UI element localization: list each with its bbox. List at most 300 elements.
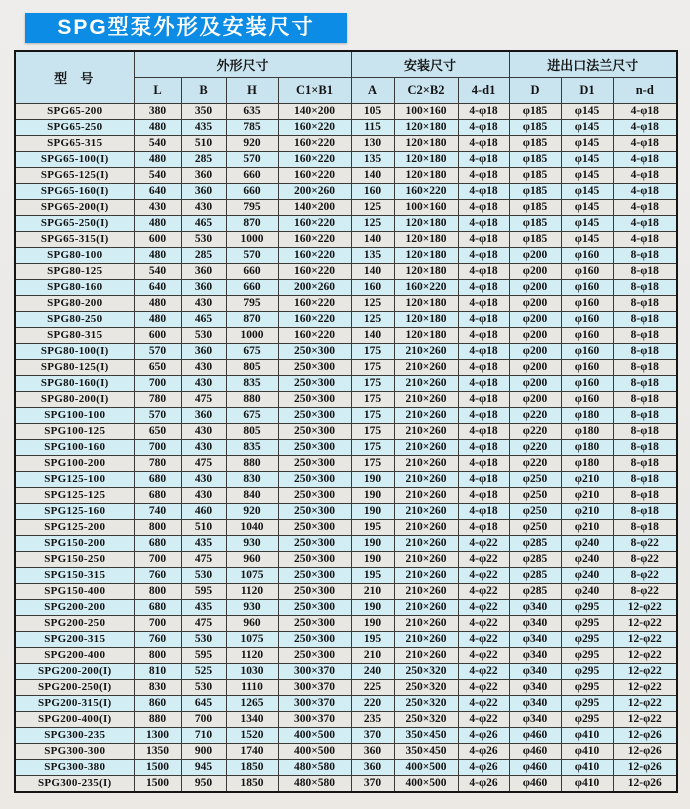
value-cell: φ250 [509, 488, 561, 504]
value-cell: φ200 [509, 376, 561, 392]
value-cell: 120×180 [394, 264, 458, 280]
value-cell: 210×260 [394, 488, 458, 504]
value-cell: 105 [351, 104, 394, 120]
value-cell: 370 [351, 776, 394, 793]
value-cell: 430 [181, 200, 226, 216]
value-cell: 160×220 [278, 248, 351, 264]
value-cell: φ295 [561, 648, 613, 664]
value-cell: φ145 [561, 120, 613, 136]
value-cell: φ200 [509, 360, 561, 376]
value-cell: 710 [181, 728, 226, 744]
value-cell: φ340 [509, 616, 561, 632]
value-cell: 100×160 [394, 200, 458, 216]
value-cell: 285 [181, 248, 226, 264]
value-cell: φ340 [509, 680, 561, 696]
value-cell: 760 [134, 632, 181, 648]
value-cell: 8-φ18 [613, 344, 677, 360]
table-row [15, 568, 677, 584]
model-cell: SPG200-400(I) [15, 712, 134, 728]
value-cell: 100×160 [394, 104, 458, 120]
value-cell: 8-φ18 [613, 504, 677, 520]
value-cell: 250×300 [278, 376, 351, 392]
value-cell: φ160 [561, 344, 613, 360]
value-cell: 675 [226, 344, 278, 360]
value-cell: 480 [134, 120, 181, 136]
value-cell: 8-φ22 [613, 552, 677, 568]
value-cell: 640 [134, 184, 181, 200]
value-cell: 195 [351, 568, 394, 584]
value-cell: 160×220 [394, 280, 458, 296]
model-cell: SPG200-400 [15, 648, 134, 664]
value-cell: 660 [226, 280, 278, 296]
value-cell: 12-φ22 [613, 616, 677, 632]
table-row [15, 696, 677, 712]
value-cell: 475 [181, 616, 226, 632]
table-row [15, 552, 677, 568]
model-cell: SPG65-250 [15, 120, 134, 136]
value-cell: 195 [351, 520, 394, 536]
value-cell: 570 [226, 152, 278, 168]
page-title: SPG型泵外形及安装尺寸 [25, 13, 347, 43]
value-cell: 4-φ18 [458, 232, 509, 248]
value-cell: 870 [226, 312, 278, 328]
value-cell: 250×300 [278, 520, 351, 536]
value-cell: φ295 [561, 632, 613, 648]
value-cell: 250×300 [278, 584, 351, 600]
value-cell: 400×500 [394, 760, 458, 776]
value-cell: 945 [181, 760, 226, 776]
value-cell: 4-φ18 [458, 152, 509, 168]
value-cell: 120×180 [394, 136, 458, 152]
value-cell: φ200 [509, 280, 561, 296]
value-cell: 4-φ22 [458, 696, 509, 712]
value-cell: φ295 [561, 680, 613, 696]
value-cell: 135 [351, 152, 394, 168]
value-cell: 1340 [226, 712, 278, 728]
value-cell: 4-φ18 [458, 440, 509, 456]
value-cell: φ185 [509, 168, 561, 184]
value-cell: 8-φ18 [613, 312, 677, 328]
model-cell: SPG200-250(I) [15, 680, 134, 696]
value-cell: 285 [181, 152, 226, 168]
value-cell: φ160 [561, 296, 613, 312]
table-header [15, 51, 677, 104]
table-row [15, 728, 677, 744]
value-cell: φ285 [509, 584, 561, 600]
model-cell: SPG80-160 [15, 280, 134, 296]
model-cell: SPG125-200 [15, 520, 134, 536]
value-cell: 4-φ22 [458, 664, 509, 680]
value-cell: 430 [181, 376, 226, 392]
value-cell: 700 [134, 376, 181, 392]
value-cell: 195 [351, 632, 394, 648]
value-cell: 360 [351, 744, 394, 760]
value-cell: 570 [226, 248, 278, 264]
model-cell: SPG300-380 [15, 760, 134, 776]
value-cell: 1850 [226, 760, 278, 776]
value-cell: 250×320 [394, 712, 458, 728]
value-cell: 190 [351, 552, 394, 568]
value-cell: φ340 [509, 648, 561, 664]
value-cell: 190 [351, 616, 394, 632]
value-cell: 125 [351, 312, 394, 328]
column-group-flange-dimensions: 进出口法兰尺寸 [509, 51, 677, 78]
value-cell: 4-φ18 [613, 136, 677, 152]
value-cell: 120×180 [394, 168, 458, 184]
value-cell: 1040 [226, 520, 278, 536]
value-cell: 8-φ18 [613, 440, 677, 456]
model-cell: SPG80-125(I) [15, 360, 134, 376]
value-cell: 4-φ22 [458, 552, 509, 568]
model-cell: SPG80-315 [15, 328, 134, 344]
value-cell: 4-φ18 [458, 184, 509, 200]
value-cell: 830 [226, 472, 278, 488]
value-cell: 4-φ22 [458, 712, 509, 728]
value-cell: 200×260 [278, 184, 351, 200]
table-row [15, 376, 677, 392]
value-cell: φ285 [509, 568, 561, 584]
value-cell: 430 [181, 488, 226, 504]
value-cell: 250×300 [278, 648, 351, 664]
value-cell: 835 [226, 440, 278, 456]
value-cell: φ340 [509, 696, 561, 712]
value-cell: 4-φ18 [458, 424, 509, 440]
value-cell: 140 [351, 328, 394, 344]
value-cell: 140×200 [278, 104, 351, 120]
value-cell: 4-φ18 [613, 184, 677, 200]
value-cell: φ160 [561, 376, 613, 392]
value-cell: 12-φ26 [613, 744, 677, 760]
value-cell: φ200 [509, 296, 561, 312]
table-row [15, 120, 677, 136]
value-cell: 795 [226, 200, 278, 216]
value-cell: 175 [351, 424, 394, 440]
value-cell: 370 [351, 728, 394, 744]
value-cell: φ145 [561, 184, 613, 200]
value-cell: 660 [226, 184, 278, 200]
value-cell: φ340 [509, 632, 561, 648]
value-cell: 12-φ22 [613, 712, 677, 728]
value-cell: 360 [181, 168, 226, 184]
value-cell: 860 [134, 696, 181, 712]
table-row [15, 264, 677, 280]
value-cell: 700 [134, 440, 181, 456]
value-cell: 125 [351, 216, 394, 232]
value-cell: φ200 [509, 248, 561, 264]
value-cell: 120×180 [394, 232, 458, 248]
value-cell: 465 [181, 216, 226, 232]
value-cell: 120×180 [394, 248, 458, 264]
table-row [15, 600, 677, 616]
value-cell: 4-φ18 [458, 312, 509, 328]
value-cell: 805 [226, 360, 278, 376]
value-cell: 12-φ26 [613, 728, 677, 744]
value-cell: 1120 [226, 648, 278, 664]
table-row [15, 344, 677, 360]
value-cell: 650 [134, 360, 181, 376]
value-cell: 140 [351, 264, 394, 280]
value-cell: 210×260 [394, 424, 458, 440]
value-cell: 760 [134, 568, 181, 584]
table-row [15, 472, 677, 488]
table-row [15, 456, 677, 472]
value-cell: 12-φ22 [613, 680, 677, 696]
value-cell: 1030 [226, 664, 278, 680]
value-cell: 210×260 [394, 584, 458, 600]
value-cell: 1300 [134, 728, 181, 744]
value-cell: 8-φ22 [613, 536, 677, 552]
value-cell: 210×260 [394, 600, 458, 616]
value-cell: 1500 [134, 760, 181, 776]
column-header-C2xB2: C2×B2 [394, 78, 458, 104]
value-cell: 675 [226, 408, 278, 424]
value-cell: 250×320 [394, 680, 458, 696]
column-header-D: D [509, 78, 561, 104]
value-cell: 160×220 [278, 120, 351, 136]
value-cell: 465 [181, 312, 226, 328]
value-cell: 480×580 [278, 776, 351, 793]
value-cell: 350×450 [394, 744, 458, 760]
value-cell: 12-φ26 [613, 760, 677, 776]
value-cell: 595 [181, 648, 226, 664]
table-row [15, 776, 677, 793]
value-cell: φ185 [509, 104, 561, 120]
value-cell: 190 [351, 536, 394, 552]
model-cell: SPG80-100 [15, 248, 134, 264]
value-cell: 200×260 [278, 280, 351, 296]
value-cell: 250×300 [278, 616, 351, 632]
value-cell: 4-φ22 [458, 568, 509, 584]
value-cell: 795 [226, 296, 278, 312]
value-cell: 930 [226, 536, 278, 552]
value-cell: 8-φ18 [613, 296, 677, 312]
value-cell: 12-φ22 [613, 632, 677, 648]
model-cell: SPG125-160 [15, 504, 134, 520]
value-cell: 250×300 [278, 408, 351, 424]
value-cell: 8-φ18 [613, 472, 677, 488]
value-cell: 250×300 [278, 344, 351, 360]
value-cell: φ460 [509, 728, 561, 744]
value-cell: φ250 [509, 520, 561, 536]
value-cell: 1075 [226, 632, 278, 648]
value-cell: 4-φ18 [613, 216, 677, 232]
table-row [15, 488, 677, 504]
column-group-outline-dimensions: 外形尺寸 [134, 51, 351, 78]
value-cell: 4-φ22 [458, 648, 509, 664]
column-header-A: A [351, 78, 394, 104]
value-cell: 175 [351, 392, 394, 408]
value-cell: 12-φ26 [613, 776, 677, 793]
value-cell: 480 [134, 152, 181, 168]
table-row [15, 328, 677, 344]
value-cell: 210×260 [394, 344, 458, 360]
value-cell: 120×180 [394, 120, 458, 136]
value-cell: 210×260 [394, 392, 458, 408]
value-cell: 120×180 [394, 296, 458, 312]
value-cell: 8-φ18 [613, 456, 677, 472]
value-cell: 160×220 [278, 232, 351, 248]
value-cell: 210×260 [394, 376, 458, 392]
value-cell: φ240 [561, 568, 613, 584]
table-row [15, 152, 677, 168]
value-cell: 360 [351, 760, 394, 776]
value-cell: 360 [181, 344, 226, 360]
value-cell: 220 [351, 696, 394, 712]
model-cell: SPG200-315(I) [15, 696, 134, 712]
value-cell: 880 [226, 392, 278, 408]
value-cell: φ200 [509, 312, 561, 328]
value-cell: 4-φ18 [458, 280, 509, 296]
value-cell: 210×260 [394, 408, 458, 424]
value-cell: φ460 [509, 760, 561, 776]
value-cell: 960 [226, 552, 278, 568]
value-cell: φ145 [561, 168, 613, 184]
column-header-B: B [181, 78, 226, 104]
value-cell: 4-φ18 [613, 104, 677, 120]
value-cell: 930 [226, 600, 278, 616]
value-cell: 175 [351, 408, 394, 424]
value-cell: 640 [134, 280, 181, 296]
value-cell: 880 [226, 456, 278, 472]
column-header-4-d1: 4-d1 [458, 78, 509, 104]
value-cell: φ340 [509, 600, 561, 616]
value-cell: φ295 [561, 696, 613, 712]
model-cell: SPG80-250 [15, 312, 134, 328]
value-cell: 210 [351, 648, 394, 664]
value-cell: 175 [351, 456, 394, 472]
model-cell: SPG80-200(I) [15, 392, 134, 408]
value-cell: φ210 [561, 504, 613, 520]
value-cell: 250×300 [278, 456, 351, 472]
model-cell: SPG65-200 [15, 104, 134, 120]
value-cell: φ145 [561, 136, 613, 152]
table-row [15, 104, 677, 120]
value-cell: 120×180 [394, 152, 458, 168]
value-cell: φ295 [561, 600, 613, 616]
value-cell: 250×300 [278, 632, 351, 648]
table-row [15, 296, 677, 312]
value-cell: φ220 [509, 440, 561, 456]
value-cell: 250×300 [278, 568, 351, 584]
value-cell: 210 [351, 584, 394, 600]
value-cell: 360 [181, 408, 226, 424]
value-cell: φ220 [509, 408, 561, 424]
value-cell: 780 [134, 456, 181, 472]
value-cell: 960 [226, 616, 278, 632]
value-cell: 8-φ18 [613, 360, 677, 376]
value-cell: 210×260 [394, 456, 458, 472]
table-row [15, 712, 677, 728]
value-cell: 210×260 [394, 360, 458, 376]
value-cell: 8-φ18 [613, 392, 677, 408]
model-cell: SPG150-400 [15, 584, 134, 600]
value-cell: 4-φ22 [458, 536, 509, 552]
model-cell: SPG65-100(I) [15, 152, 134, 168]
value-cell: φ460 [509, 744, 561, 760]
value-cell: 700 [181, 712, 226, 728]
value-cell: 1120 [226, 584, 278, 600]
value-cell: φ145 [561, 200, 613, 216]
model-cell: SPG80-160(I) [15, 376, 134, 392]
column-group-installation-dimensions: 安装尺寸 [351, 51, 509, 78]
value-cell: 480 [134, 248, 181, 264]
value-cell: 8-φ18 [613, 328, 677, 344]
value-cell: 4-φ18 [458, 136, 509, 152]
value-cell: 8-φ18 [613, 408, 677, 424]
value-cell: 835 [226, 376, 278, 392]
value-cell: 1000 [226, 232, 278, 248]
value-cell: 680 [134, 472, 181, 488]
value-cell: 780 [134, 392, 181, 408]
value-cell: 175 [351, 344, 394, 360]
model-cell: SPG80-125 [15, 264, 134, 280]
value-cell: φ185 [509, 136, 561, 152]
value-cell: 175 [351, 360, 394, 376]
value-cell: 4-φ18 [458, 456, 509, 472]
value-cell: 210×260 [394, 504, 458, 520]
model-cell: SPG65-160(I) [15, 184, 134, 200]
value-cell: 175 [351, 376, 394, 392]
value-cell: 595 [181, 584, 226, 600]
value-cell: 400×500 [278, 728, 351, 744]
value-cell: 800 [134, 648, 181, 664]
value-cell: 540 [134, 136, 181, 152]
value-cell: φ200 [509, 344, 561, 360]
value-cell: 8-φ18 [613, 376, 677, 392]
value-cell: 810 [134, 664, 181, 680]
model-cell: SPG150-315 [15, 568, 134, 584]
value-cell: 120×180 [394, 328, 458, 344]
value-cell: φ160 [561, 280, 613, 296]
model-cell: SPG300-235 [15, 728, 134, 744]
value-cell: φ185 [509, 216, 561, 232]
value-cell: 430 [181, 424, 226, 440]
value-cell: 190 [351, 472, 394, 488]
model-cell: SPG80-100(I) [15, 344, 134, 360]
model-cell: SPG80-200 [15, 296, 134, 312]
value-cell: 800 [134, 584, 181, 600]
value-cell: 160×220 [278, 136, 351, 152]
value-cell: φ340 [509, 712, 561, 728]
model-cell: SPG100-100 [15, 408, 134, 424]
value-cell: 870 [226, 216, 278, 232]
value-cell: 4-φ18 [613, 200, 677, 216]
value-cell: 600 [134, 328, 181, 344]
value-cell: 250×300 [278, 392, 351, 408]
table-row [15, 648, 677, 664]
value-cell: 1850 [226, 776, 278, 793]
value-cell: 460 [181, 504, 226, 520]
value-cell: 1740 [226, 744, 278, 760]
column-header-D1: D1 [561, 78, 613, 104]
value-cell: 840 [226, 488, 278, 504]
value-cell: 400×500 [278, 744, 351, 760]
value-cell: 12-φ22 [613, 664, 677, 680]
value-cell: 430 [181, 296, 226, 312]
value-cell: φ410 [561, 760, 613, 776]
model-cell: SPG200-250 [15, 616, 134, 632]
value-cell: φ200 [509, 328, 561, 344]
value-cell: 8-φ22 [613, 584, 677, 600]
value-cell: 4-φ22 [458, 584, 509, 600]
value-cell: 700 [134, 616, 181, 632]
table-row [15, 744, 677, 760]
value-cell: 510 [181, 136, 226, 152]
model-cell: SPG300-300 [15, 744, 134, 760]
value-cell: 400×500 [394, 776, 458, 793]
value-cell: 4-φ18 [458, 520, 509, 536]
table-row [15, 200, 677, 216]
